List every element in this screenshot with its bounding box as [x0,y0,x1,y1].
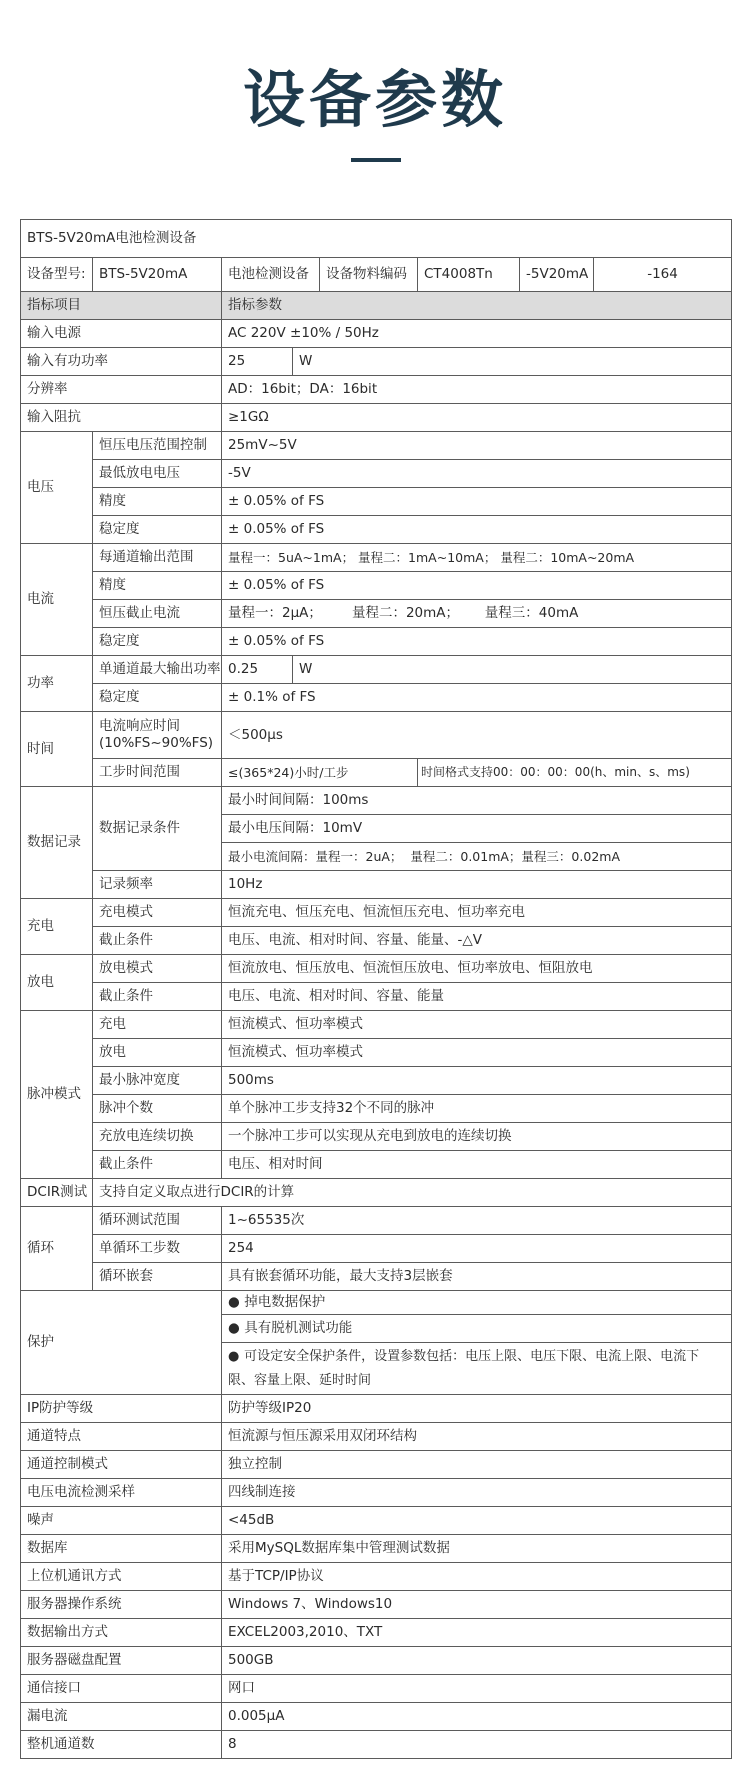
table-row [21,1039,732,1067]
table-row [21,1731,732,1759]
row-label: 稳定度 [93,628,222,656]
row-label: 上位机通讯方式 [21,1563,222,1591]
row-value: 恒流源与恒压源采用双闭环结构 [222,1423,732,1451]
row-label: 脉冲个数 [93,1095,222,1123]
table-row [21,983,732,1011]
row-value: 10Hz [222,871,732,899]
row-value [222,1291,732,1315]
row-label: 每通道输出范围 [93,544,222,572]
row-value-format: 时间格式支持00：00：00：00(h、min、s、ms) [418,759,732,787]
table-row [21,320,732,348]
row-value: 恒流放电、恒压放电、恒流恒压放电、恒功率放电、恒阻放电 [222,955,732,983]
code-part3: -164 [594,258,732,292]
row-value: 254 [222,1235,732,1263]
row-label: 精度 [93,488,222,516]
group-label: 保护 [21,1291,222,1395]
group-label: 电流 [21,544,93,656]
row-label: 数据输出方式 [21,1619,222,1647]
group-label: 循环 [21,1207,93,1291]
group-label: 充电 [21,899,93,955]
code-label: 设备物料编码 [320,258,418,292]
row-label: 分辨率 [21,376,222,404]
row-label: 服务器操作系统 [21,1591,222,1619]
group-label: 电压 [21,432,93,544]
table-row [21,1507,732,1535]
row-value: 网口 [222,1675,732,1703]
group-label: 放电 [21,955,93,1011]
table-row [21,488,732,516]
table-row [21,1095,732,1123]
row-value: 25 [222,348,293,376]
protection-item: 具有脱机测试功能 [244,1320,353,1336]
table-row [21,1123,732,1151]
row-label: 输入电源 [21,320,222,348]
group-label: 脉冲模式 [21,1011,93,1179]
row-value: ＜500μs [222,712,732,759]
table-row [21,871,732,899]
table-row [21,1703,732,1731]
table-row [21,1263,732,1291]
device-name: 电池检测设备 [222,258,320,292]
row-value: 基于TCP/IP协议 [222,1563,732,1591]
row-label: 数据记录条件 [93,787,222,871]
row-value: 恒流充电、恒压充电、恒流恒压充电、恒功率充电 [222,899,732,927]
device-title: BTS-5V20mA电池检测设备 [21,220,732,258]
table-row [21,376,732,404]
row-value: 防护等级IP20 [222,1395,732,1423]
row-value: 电压、电流、相对时间、容量、能量、-△V [222,927,732,955]
row-label: 工步时间范围 [93,759,222,787]
row-value: Windows 7、Windows10 [222,1591,732,1619]
row-value: ± 0.05% of FS [222,516,732,544]
table-row [21,404,732,432]
table-row [21,1011,732,1039]
row-value: ± 0.05% of FS [222,628,732,656]
table-row [21,1591,732,1619]
table-row [21,1207,732,1235]
group-label: 时间 [21,712,93,787]
row-label: 放电模式 [93,955,222,983]
row-value: 25mV~5V [222,432,732,460]
table-row [21,1067,732,1095]
table-row [21,1563,732,1591]
row-value: 采用MySQL数据库集中管理测试数据 [222,1535,732,1563]
table-row [21,432,732,460]
model-label: 设备型号: [21,258,93,292]
row-label: 输入阻抗 [21,404,222,432]
table-row [21,899,732,927]
table-row [21,1451,732,1479]
table-row [21,759,732,787]
row-label: 整机通道数 [21,1731,222,1759]
row-value [222,1343,732,1395]
table-row [21,1235,732,1263]
row-label: 单循环工步数 [93,1235,222,1263]
row-label: 循环嵌套 [93,1263,222,1291]
row-value: 500ms [222,1067,732,1095]
row-label: 电压电流检测采样 [21,1479,222,1507]
row-value: -5V [222,460,732,488]
row-value: 量程一：5uA~1mA； 量程二：1mA~10mA； 量程二：10mA~20mA [222,544,732,572]
row-value: 单个脉冲工步支持32个不同的脉冲 [222,1095,732,1123]
group-label: 功率 [21,656,93,712]
row-label: 充电模式 [93,899,222,927]
header-param: 指标参数 [222,292,732,320]
table-row [21,1535,732,1563]
title-underline [351,158,401,162]
table-row [21,1151,732,1179]
row-label: 记录频率 [93,871,222,899]
bullet-icon: ● [228,1320,240,1336]
model-value: BTS-5V20mA [93,258,222,292]
row-value: 0.005μA [222,1703,732,1731]
row-value: ± 0.05% of FS [222,488,732,516]
row-value: <45dB [222,1507,732,1535]
table-row [21,927,732,955]
row-label: 恒压截止电流 [93,600,222,628]
table-row [21,628,732,656]
row-label: 服务器磁盘配置 [21,1647,222,1675]
table-header [21,292,732,320]
row-value: ± 0.05% of FS [222,572,732,600]
row-label: 恒压电压范围控制 [93,432,222,460]
row-label: 数据库 [21,1535,222,1563]
table-row [21,1395,732,1423]
header-item: 指标项目 [21,292,222,320]
protection-item: 掉电数据保护 [244,1294,326,1310]
bullet-icon: ● [228,1294,240,1310]
row-label: 单通道最大输出功率 [93,656,222,684]
table-row [21,1179,732,1207]
row-label: 放电 [93,1039,222,1067]
row-value: 恒流模式、恒功率模式 [222,1011,732,1039]
row-label: 噪声 [21,1507,222,1535]
row-label: 漏电流 [21,1703,222,1731]
row-value: AD：16bit；DA：16bit [222,376,732,404]
row-value: 1~65535次 [222,1207,732,1235]
row-value: 电压、电流、相对时间、容量、能量 [222,983,732,1011]
row-label: 通道控制模式 [21,1451,222,1479]
group-label: 数据记录 [21,787,93,899]
row-label: IP防护等级 [21,1395,222,1423]
code-part1: CT4008Tn [418,258,520,292]
row-label: 充电 [93,1011,222,1039]
row-value: 最小电压间隔：10mV [222,815,732,843]
row-label: 截止条件 [93,983,222,1011]
row-value: 量程一：2μA； 量程二：20mA； 量程三：40mA [222,600,732,628]
row-label: 最低放电电压 [93,460,222,488]
table-row [21,1479,732,1507]
row-value: 最小时间间隔：100ms [222,787,732,815]
table-row [21,656,732,684]
table-row [21,955,732,983]
row-unit: W [293,348,732,376]
row-value: 0.25 [222,656,293,684]
table-row [21,460,732,488]
row-label: 稳定度 [93,516,222,544]
row-value: EXCEL2003,2010、TXT [222,1619,732,1647]
row-value: 一个脉冲工步可以实现从充电到放电的连续切换 [222,1123,732,1151]
table-row [21,1647,732,1675]
table-row [21,1619,732,1647]
row-label: DCIR测试 [21,1179,93,1207]
row-value: AC 220V ±10% / 50Hz [222,320,732,348]
row-value: 恒流模式、恒功率模式 [222,1039,732,1067]
bullet-icon: ● [228,1348,240,1364]
table-row [21,787,732,815]
row-unit: W [293,656,732,684]
page-title: 设备参数 [242,63,507,136]
table-row [21,1423,732,1451]
row-label: 循环测试范围 [93,1207,222,1235]
row-value: 电压、相对时间 [222,1151,732,1179]
table-row [21,544,732,572]
spec-table [20,219,732,1759]
row-value: 8 [222,1731,732,1759]
row-value: ≥1GΩ [222,404,732,432]
row-label: 精度 [93,572,222,600]
protection-item: 可设定安全保护条件，设置参数包括：电压上限、电压下限、电流上限、电流下限、容量上限、延时时间 [228,1348,700,1388]
row-value: 500GB [222,1647,732,1675]
table-row [21,516,732,544]
row-label: 通道特点 [21,1423,222,1451]
row-value: 四线制连接 [222,1479,732,1507]
row-value: 具有嵌套循环功能，最大支持3层嵌套 [222,1263,732,1291]
row-value [222,1315,732,1343]
table-row [21,348,732,376]
table-row [21,1291,732,1315]
table-row [21,684,732,712]
row-label: 通信接口 [21,1675,222,1703]
row-label: 最小脉冲宽度 [93,1067,222,1095]
device-title-row [21,220,732,258]
row-label: 电流响应时间(10%FS~90%FS) [93,712,222,759]
table-row [21,572,732,600]
row-label: 稳定度 [93,684,222,712]
row-value: 支持自定义取点进行DCIR的计算 [93,1179,732,1207]
row-value: ± 0.1% of FS [222,684,732,712]
row-label: 截止条件 [93,927,222,955]
table-row [21,712,732,759]
model-row [21,258,732,292]
row-value: ≤(365*24)小时/工步 [222,759,418,787]
row-label: 输入有功功率 [21,348,222,376]
code-part2: -5V20mA [520,258,594,292]
row-value: 最小电流间隔：量程一：2uA； 量程二：0.01mA；量程三：0.02mA [222,843,732,871]
table-row [21,600,732,628]
row-label: 截止条件 [93,1151,222,1179]
row-label: 充放电连续切换 [93,1123,222,1151]
table-row [21,1675,732,1703]
row-value: 独立控制 [222,1451,732,1479]
